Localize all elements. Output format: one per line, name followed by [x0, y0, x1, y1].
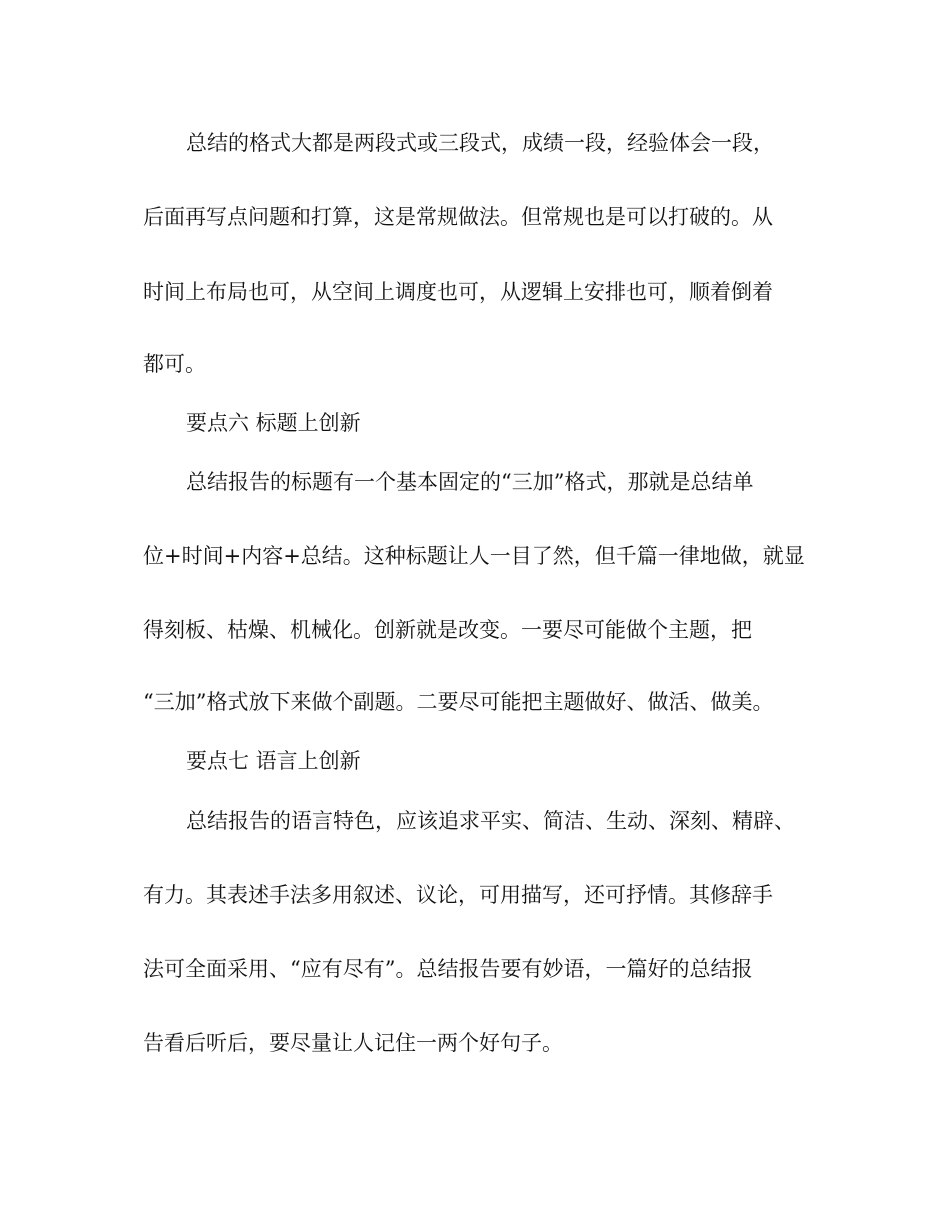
paragraph-format-line-3: 时间上布局也可，从空间上调度也可，从逻辑上安排也可，顺着倒着	[143, 280, 773, 304]
heading-point-seven: 要点七 语言上创新	[186, 749, 361, 773]
paragraph-format-line-2: 后面再写点问题和打算，这是常规做法。但常规也是可以打破的。从	[143, 205, 773, 229]
paragraph-format-line-1: 总结的格式大都是两段式或三段式，成绩一段，经验体会一段，	[186, 131, 774, 155]
paragraph-title-line-4: “三加”格式放下来做个副题。二要尽可能把主题做好、做活、做美。	[143, 690, 774, 714]
heading-point-six: 要点六 标题上创新	[186, 411, 361, 435]
paragraph-language-line-2: 有力。其表述手法多用叙述、议论，可用描写，还可抒情。其修辞手	[143, 883, 773, 907]
paragraph-title-line-1: 总结报告的标题有一个基本固定的“三加”格式，那就是总结单	[186, 470, 754, 494]
paragraph-language-line-4: 告看后听后，要尽量让人记住一两个好句子。	[143, 1031, 563, 1055]
paragraph-language-line-1: 总结报告的语言特色，应该追求平实、简洁、生动、深刻、精辟、	[186, 809, 795, 833]
paragraph-language-line-3: 法可全面采用、“应有尽有”。总结报告要有妙语，一篇好的总结报	[143, 957, 753, 981]
paragraph-title-line-3: 得刻板、枯燥、机械化。创新就是改变。一要尽可能做个主题，把	[143, 618, 752, 642]
paragraph-format-line-4: 都可。	[143, 352, 206, 376]
paragraph-title-line-2: 位+时间+内容+总结。这种标题让人一目了然，但千篇一律地做，就显	[143, 544, 805, 568]
